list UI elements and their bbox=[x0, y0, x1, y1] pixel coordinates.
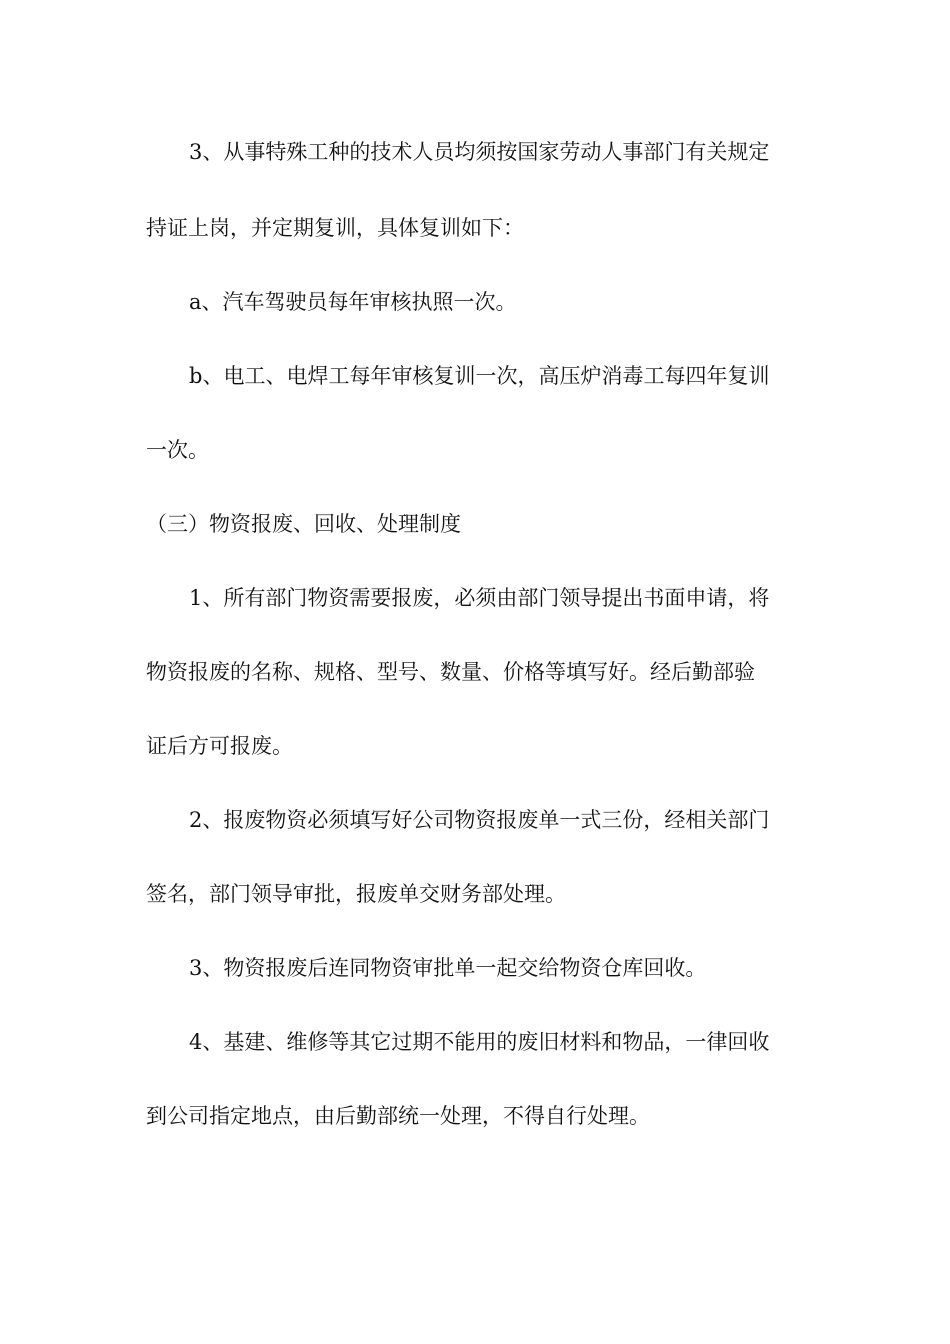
paragraph-1-scrap-request-line-1: 1、所有部门物资需要报废，必须由部门领导提出书面申请，将 bbox=[189, 586, 770, 610]
paragraph-2-scrap-form-line-2: 签名，部门领导审批，报废单交财务部处理。 bbox=[146, 882, 566, 906]
paragraph-1-scrap-request-line-2: 物资报废的名称、规格、型号、数量、价格等填写好。经后勤部验 bbox=[146, 660, 755, 684]
item-b-electricians-line-2: 一次。 bbox=[146, 438, 209, 462]
item-b-electricians-line-1: b、电工、电焊工每年审核复训一次，高压炉消毒工每四年复训 bbox=[189, 364, 770, 388]
item-a-drivers: a、汽车驾驶员每年审核执照一次。 bbox=[189, 290, 517, 314]
paragraph-4-construction-waste-line-1: 4、基建、维修等其它过期不能用的废旧材料和物品，一律回收 bbox=[189, 1030, 770, 1054]
paragraph-3-warehouse-recycling: 3、物资报废后连同物资审批单一起交给物资仓库回收。 bbox=[189, 956, 707, 980]
paragraph-3-special-workers-line-2: 持证上岗，并定期复训，具体复训如下： bbox=[146, 216, 524, 240]
paragraph-1-scrap-request-line-3: 证后方可报废。 bbox=[146, 734, 293, 758]
paragraph-2-scrap-form-line-1: 2、报废物资必须填写好公司物资报废单一式三份，经相关部门 bbox=[189, 808, 770, 832]
section-heading-scrap-recycling: （三）物资报废、回收、处理制度 bbox=[146, 512, 461, 536]
paragraph-3-special-workers-line-1: 3、从事特殊工种的技术人员均须按国家劳动人事部门有关规定 bbox=[189, 140, 770, 164]
paragraph-4-construction-waste-line-2: 到公司指定地点，由后勤部统一处理，不得自行处理。 bbox=[146, 1104, 650, 1128]
